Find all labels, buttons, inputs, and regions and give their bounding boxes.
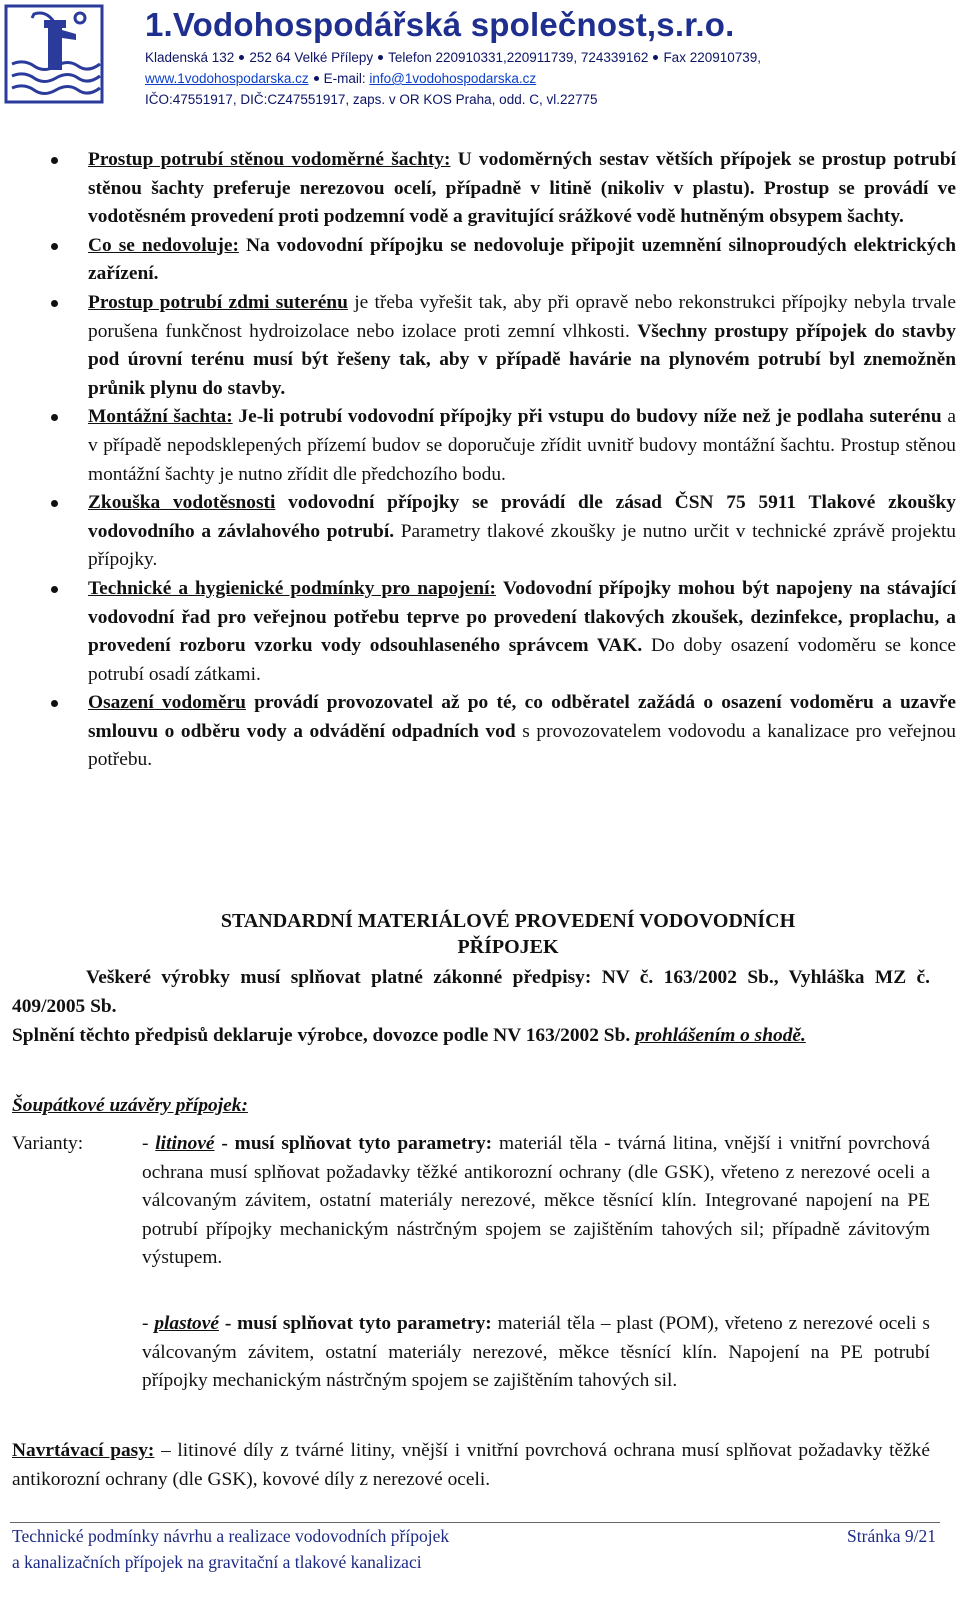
item-text-bold: Všechny prostupy přípojek do stavby pod úrovní terénu musí být řešeny tak, aby v případě havárie na plynovém potrubí byl znemožněn průnik plynu do stavby. — [88, 320, 956, 399]
declaration-link: prohlášením o shodě. — [635, 1025, 806, 1046]
section-title-line2: PŘÍPOJEK — [457, 936, 559, 958]
item-text-bold: Vodovodní přípojky mohou být napojeny na stávající vodovodní řad pro veřejnou potřebu teprve po provedení tlakových zkoušek, dezinfekce, proplachu, a provedení rozboru vzorku vody odsouhlaseného správcem VAK. — [88, 577, 957, 657]
bullet-icon — [51, 500, 58, 507]
drill-text: – litinové díly z tvárné litiny, vnější i vnitřní povrchová ochrana musí splňovat požadavky těžké antikorozní ochrany (dle GSK), kovové díly z nerezové oceli. — [12, 1440, 930, 1490]
item-text: Do doby osazení vodoměru se konce potrubí osadí zátkami. — [88, 635, 956, 685]
declaration-text — [12, 1022, 930, 1051]
variant-plastic: - plastové - musí splňovat tyto parametry: materiál těla – plast (POM), vřeteno z nerezové oceli s válcovaným závitem, ostatní materiály nerezové, měkce těsnící klín. Napojení na PE potrubí přípojky mechanickým nástrčným spojem se zajištěním tahových sil. — [142, 1313, 930, 1392]
item-label: Prostup potrubí zdmi suterénu — [88, 291, 348, 313]
bullet-icon — [51, 700, 58, 707]
phone: Telefon 220910331,220911739, 724339162 — [388, 50, 649, 65]
list-item — [0, 575, 956, 689]
item-text-bold: vodovodní přípojky se provádí dle zásad ČSN 75 5911 Tlakové zkoušky vodovodního a závlahového potrubí. — [88, 492, 956, 542]
list-item — [0, 403, 956, 489]
list-item — [0, 289, 956, 403]
address-line — [145, 50, 761, 65]
bullet-icon — [51, 414, 58, 421]
item-label: Osazení vodoměru — [88, 692, 246, 714]
bullet-icon — [51, 586, 58, 593]
variants-label: Varianty: — [12, 1133, 84, 1154]
item-text: s provozovatelem vodovodu a kanalizace pro veřejnou potřebu. — [88, 720, 956, 771]
bullet-icon — [51, 300, 58, 307]
drill-label: Navrtávací pasy: — [12, 1440, 155, 1461]
bullet-icon — [51, 157, 58, 164]
water-pump-logo-icon — [4, 4, 104, 104]
website-link[interactable]: www.1vodohospodarska.cz — [145, 71, 309, 86]
contact-line — [145, 71, 536, 86]
item-text-bold: provádí provozovatel až po té, co odběratel zažádá o osazení vodoměru a uzavře smlouvu o odběru vody a odvádění odpadních vod — [88, 692, 956, 742]
footer-line1: Technické podmínky návrhu a realizace vodovodních přípojek — [12, 1526, 450, 1546]
variant-cast-iron: - litinové - musí splňovat tyto parametry: materiál těla - tvárná litina, vnější i vnitřní povrchová ochrana musí splňovat požadavky těžké antikorozní ochrany (dle GSK), vřeteno z nerezové oceli a válcovaným závitem, ostatní materiály nerezové, měkce těsnící klín. Integrované napojení na PE potrubí přípojky mechanickým nástrčným spojem se zajištěním tahových sil; případně závitovým výstupem. — [142, 1133, 931, 1269]
item-text-bold: Na vodovodní přípojku se nedovoluje připojit uzemnění silnoproudých elektrických zařízení. — [88, 234, 956, 285]
variant-text: materiál těla - tvárná litina, vnější i vnitřní povrchová ochrana musí splňovat požadavky těžké antikorozní ochrany (dle GSK), vřeteno z nerezové oceli a válcovaným závitem, ostatní materiály nerezové, měkce těsnící klín. Integrované napojení na PE potrubí přípojky mechanickým nástrčným spojem se zajištěním tahových sil; případně závitovým výstupem. — [142, 1133, 931, 1269]
section-title-line1: STANDARDNÍ MATERIÁLOVÉ PROVEDENÍ VODOVODNÍCH — [220, 910, 796, 932]
company-ids: IČO:47551917, DIČ:CZ47551917, zaps. v OR KOS Praha, odd. C, vl.22775 — [145, 92, 598, 107]
valves-heading-row — [12, 1092, 930, 1121]
item-label: Prostup potrubí stěnou vodoměrné šachty: — [88, 149, 451, 170]
conditions-list — [0, 146, 960, 775]
valves-heading: Šoupátkové uzávěry přípojek: — [12, 1095, 248, 1116]
footer-line2: a kanalizačních přípojek na gravitační a tlakové kanalizaci — [12, 1552, 422, 1572]
list-item — [0, 232, 956, 289]
list-item — [0, 689, 956, 775]
company-name: 1.Vodohospodářská společnost,s.r.o. — [145, 6, 735, 43]
variant-requirement: - musí splňovat tyto parametry: — [221, 1133, 493, 1154]
item-label: Technické a hygienické podmínky pro napojení: — [88, 577, 496, 599]
bullet-icon — [51, 243, 58, 250]
drill-saddles — [12, 1437, 930, 1494]
list-item — [0, 146, 956, 232]
item-text: a v případě nepodsklepených přízemí budov se doporučuje zřídit uvnitř budovy montážní šachtu. Prostup stěnou montážní šachty je nutno zřídit dle předchozího bodu. — [88, 406, 956, 485]
letterhead — [0, 0, 960, 120]
item-text: je třeba vyřešit tak, aby při opravě nebo rekonstrukci přípojky nebyla trvale porušena funkčnost hydroizolace nebo izolace proti zemní vlhkosti. — [88, 291, 956, 342]
email-link[interactable]: info@1vodohospodarska.cz — [369, 71, 537, 86]
item-label: Co se nedovoluje: — [88, 234, 239, 256]
page-number: Stránka 9/21 — [847, 1526, 936, 1546]
variant-name: plastové — [154, 1313, 219, 1334]
variant-requirement: - musí splňovat tyto parametry: — [224, 1313, 492, 1334]
item-label: Zkouška vodotěsnosti — [88, 492, 276, 514]
item-label: Montážní šachta: — [88, 406, 233, 428]
city: 252 64 Velké Přílepy — [249, 50, 374, 65]
variant-name: litinové — [155, 1133, 215, 1154]
item-text-bold: Je-li potrubí vodovodní přípojky při vstupu do budovy níže než je podlaha suterénu — [238, 406, 942, 428]
variant-text: materiál těla – plast (POM), vřeteno z nerezové oceli s válcovaným závitem, ostatní materiály nerezové, měkce těsnící klín. Napojení na PE potrubí přípojky mechanickým nástrčným spojem se zajištěním tahových sil. — [142, 1313, 930, 1392]
fax: Fax 220910739, — [663, 50, 762, 65]
footer-title — [12, 1523, 449, 1575]
declaration-main: Splnění těchto předpisů deklaruje výrobce, dovozce podle NV 163/2002 Sb. — [12, 1025, 631, 1046]
street: Kladenská 132 — [145, 50, 235, 65]
email-label: E-mail: — [323, 71, 366, 86]
section-title — [0, 908, 960, 960]
item-text: Parametry tlakové zkoušky je nutno určit v technické zprávě projektu přípojky. — [88, 520, 957, 571]
regulations-text: Veškeré výrobky musí splňovat platné zákonné předpisy: NV č. 163/2002 Sb., Vyhláška MZ č. 409/2005 Sb. — [12, 967, 930, 1017]
item-text-bold: U vodoměrných sestav větších přípojek se prostup potrubí stěnou šachty preferuje nerezovou ocelí, případně v litině (nikoliv v plastu). Prostup se provádí ve vodotěsném provedení proti podzemní vodě a gravitující srážkové vodě hutněným obsypem šachty. — [88, 149, 956, 228]
list-item — [0, 489, 956, 575]
